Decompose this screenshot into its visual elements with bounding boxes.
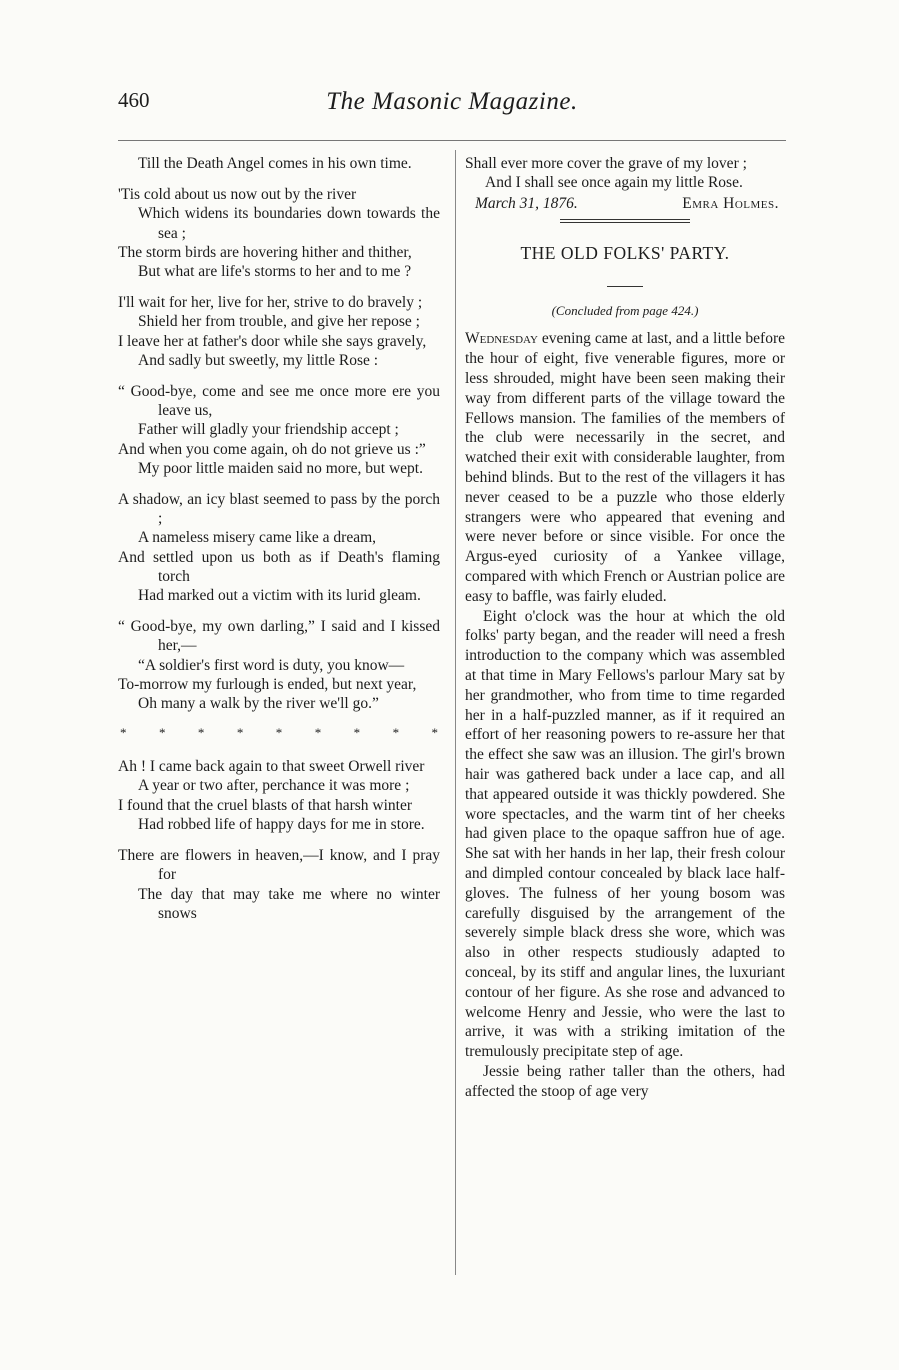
poem-stanza xyxy=(118,617,440,713)
poem-line: Ah ! I came back again to that sweet Orwell river xyxy=(118,758,425,776)
poem-line: And I shall see once again my little Rose. xyxy=(485,174,743,192)
poem-line: 'Tis cold about us now out by the river xyxy=(118,186,357,204)
page-header xyxy=(118,88,786,128)
page-number: 460 xyxy=(118,88,150,112)
right-column xyxy=(465,154,785,1101)
poem-line: But what are life's storms to her and to me ? xyxy=(138,263,412,281)
poem-line: Which widens its boundaries down towards the sea ; xyxy=(138,205,440,242)
asterisk: * xyxy=(314,725,322,741)
poem-line: A nameless misery came like a dream, xyxy=(138,529,377,547)
asterisk: * xyxy=(392,725,400,741)
poem-stanza xyxy=(118,490,440,605)
poem-line: “A soldier's first word is duty, you know— xyxy=(138,656,405,674)
poem-stanza xyxy=(118,382,440,478)
asterisk: * xyxy=(353,725,361,741)
asterisk: * xyxy=(120,725,127,741)
poem-line: To-morrow my furlough is ended, but next year, xyxy=(118,675,417,693)
running-title: The Masonic Magazine. xyxy=(326,88,578,115)
poem-signature xyxy=(465,194,785,213)
poem-line: And settled upon us both as if Death's flaming torch xyxy=(118,548,440,585)
asterisk: * xyxy=(431,725,438,741)
poem-line: I leave her at father's door while she says gravely, xyxy=(118,332,427,350)
poem-line: Had robbed life of happy days for me in store. xyxy=(138,815,425,833)
poem-stanza xyxy=(118,293,440,370)
poem-line: And when you come again, oh do not grieve us :” xyxy=(118,440,426,458)
poem-stanza xyxy=(118,154,440,173)
poem-author: Emra Holmes. xyxy=(682,195,779,213)
section-break-asterisks xyxy=(118,725,440,741)
first-word: Wednesday xyxy=(465,330,538,348)
article-paragraph-3: Jessie being rather taller than the others, had affected the stoop of age very xyxy=(465,1062,785,1100)
poem-date: March 31, 1876. xyxy=(475,195,578,213)
header-rule xyxy=(118,140,786,141)
poem-line: I found that the cruel blasts of that harsh winter xyxy=(118,796,412,814)
poem-line: “ Good-bye, my own darling,” I said and I kissed her,— xyxy=(118,618,440,655)
poem-line: I'll wait for her, live for her, strive to do bravely ; xyxy=(118,294,423,312)
poem-line: Shall ever more cover the grave of my lover ; xyxy=(465,155,747,172)
poem-stanza xyxy=(118,757,440,834)
poem-line: Had marked out a victim with its lurid gleam. xyxy=(138,587,421,605)
poem-line: Oh many a walk by the river we'll go.” xyxy=(138,695,379,713)
asterisk: * xyxy=(275,725,283,741)
poem-line: And sadly but sweetly, my little Rose : xyxy=(138,351,379,369)
poem-stanza xyxy=(118,846,440,923)
poem-ending xyxy=(465,154,785,192)
poem-line: Father will gladly your friendship accept ; xyxy=(138,421,399,439)
poem-line: The storm birds are hovering hither and thither, xyxy=(118,243,412,261)
section-double-rule xyxy=(560,219,690,223)
poem-line: Shield her from trouble, and give her repose ; xyxy=(138,313,420,331)
asterisk: * xyxy=(197,725,205,741)
poem-line: There are flowers in heaven,—I know, and I pray for xyxy=(118,847,440,884)
article-paragraph-2: Eight o'clock was the hour at which the old folks' party began, and the reader will need a fresh introduction to the company which was assembled at that time in Mary Fellows's parlour Mary sat by her grandmother, who from time to time regarded her in a half-puzzled manner, as if it required an effort of her reasoning powers to re-assure her that the effect she saw was an illusion. The girl's brown hair was gathered back under a lace cap, and all that appeared outside it was thickly powdered. She wore spectacles, and the warm tint of her cheeks had given place to the opaque saffron hue of age. She sat with her hands in her lap, their fresh colour and dimpled contour concealed by black lace half-gloves. The fulness of her young bosom was carefully disguised by the arrangement of the severely simple black dress she wore, which was also in other respects studiously adapted to conceal, by its stiff and angular lines, the luxuriant contour of her figure. As she rose and advanced to welcome Henry and Jessie, who were the last to arrive, it was with a striking imitation of the tremulously precipitate step of age. xyxy=(465,607,785,1061)
left-column xyxy=(118,154,440,935)
poem-line: Till the Death Angel comes in his own time. xyxy=(138,155,412,172)
asterisk: * xyxy=(158,725,166,741)
article-paragraph-1 xyxy=(465,329,785,606)
column-divider xyxy=(455,150,456,1275)
poem-line: The day that may take me where no winter snows xyxy=(138,885,440,922)
poem-stanzas-after-break xyxy=(118,757,440,923)
paragraph-text: evening came at last, and a little before the hour of eight, five venerable figures, more or less shrouded, might have been seen making their way from different parts of the village toward the Fellows mansion. The families of the members of the club were necessarily in the secret, and watched their exit with considerable laughter, from behind blinds. But to the rest of the villagers it has never ceased to be a puzzle who those elderly strangers were who appeared that evening and were never before or since visible. For once the Argus-eyed curiosity of a Yankee village, compared with which French or Austrian police are easy to baffle, was fairly eluded. xyxy=(465,330,785,605)
asterisk: * xyxy=(236,725,244,741)
title-short-rule xyxy=(607,286,643,287)
poem-line: “ Good-bye, come and see me once more ere you leave us, xyxy=(118,383,440,420)
article-title: THE OLD FOLKS' PARTY. xyxy=(520,243,730,264)
poem-stanza xyxy=(118,185,440,281)
poem-line: A shadow, an icy blast seemed to pass by the porch ; xyxy=(118,491,440,528)
concluded-note: (Concluded from page 424.) xyxy=(551,303,699,319)
poem-line: A year or two after, perchance it was more ; xyxy=(138,777,410,795)
poem-stanzas xyxy=(118,154,440,713)
poem-line: My poor little maiden said no more, but wept. xyxy=(138,459,423,477)
